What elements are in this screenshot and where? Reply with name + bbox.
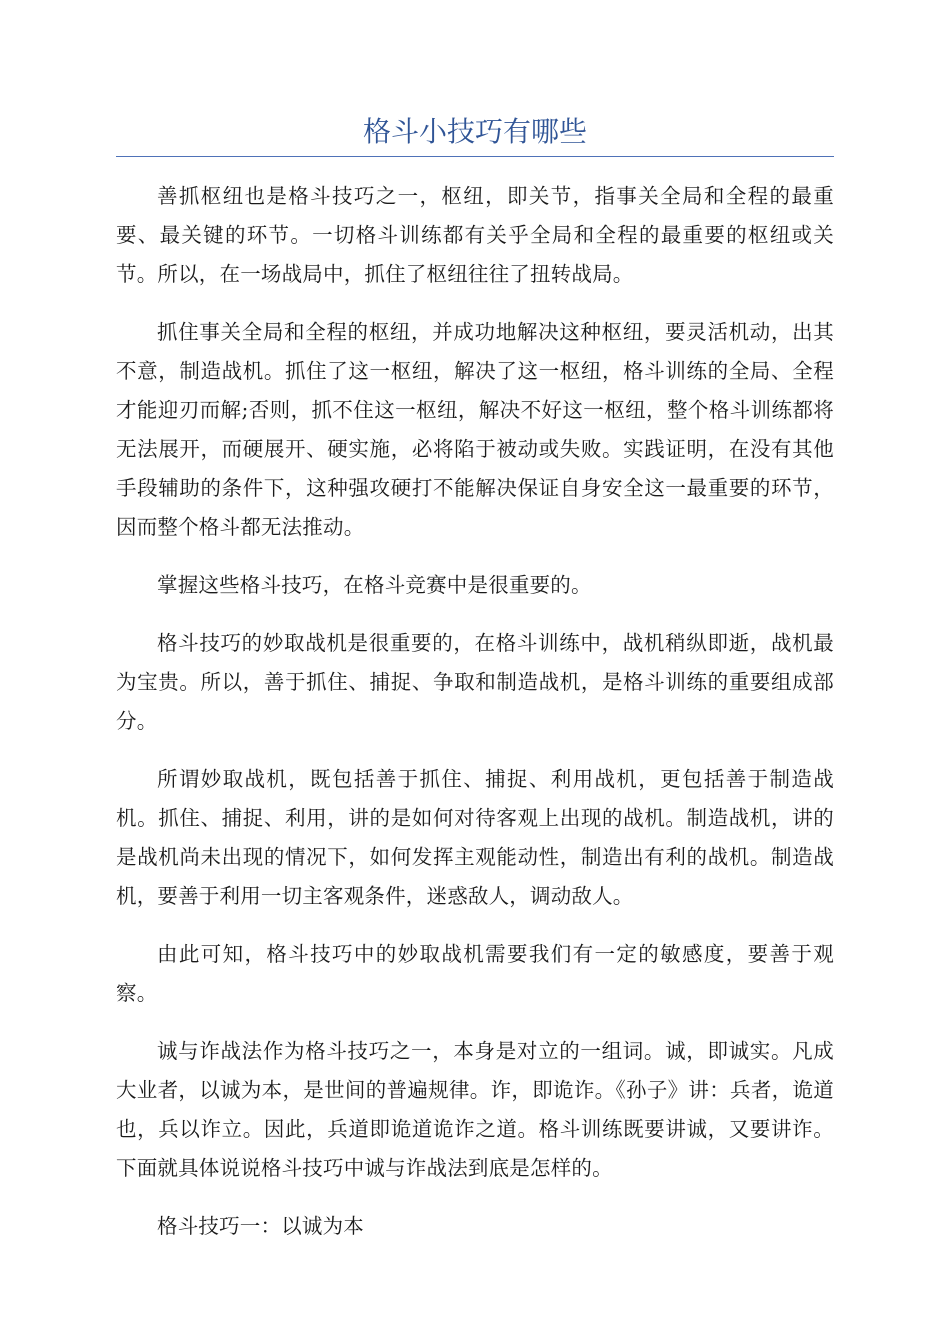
paragraph-5: 所谓妙取战机，既包括善于抓住、捕捉、利用战机，更包括善于制造战机。抓住、捕捉、利用，讲的是如何对待客观上出现的战机。制造战机，讲的是战机尚未出现的情况下，如何发挥主观能动性，制造出有利的战机。制造战机，要善于利用一切主客观条件，迷惑敌人，调动敌人。 <box>116 767 834 908</box>
document-page <box>116 112 834 1265</box>
paragraph-1: 善抓枢纽也是格斗技巧之一，枢纽，即关节，指事关全局和全程的最重要、最关键的环节。一切格斗训练都有关乎全局和全程的最重要的枢纽或关节。所以，在一场战局中，抓住了枢纽往往了扭转战局。 <box>116 184 834 286</box>
paragraph-4: 格斗技巧的妙取战机是很重要的，在格斗训练中，战机稍纵即逝，战机最为宝贵。所以，善于抓住、捕捉、争取和制造战机，是格斗训练的重要组成部分。 <box>116 631 834 733</box>
paragraph-2: 抓住事关全局和全程的枢纽，并成功地解决这种枢纽，要灵活机动，出其不意，制造战机。抓住了这一枢纽，解决了这一枢纽，格斗训练的全局、全程才能迎刃而解;否则，抓不住这一枢纽，解决不好这一枢纽，整个格斗训练都将无法展开，而硬展开、硬实施，必将陷于被动或失败。实践证明，在没有其他手段辅助的条件下，这种强攻硬打不能解决保证自身安全这一最重要的环节，因而整个格斗都无法推动。 <box>116 320 834 539</box>
paragraph-3: 掌握这些格斗技巧，在格斗竞赛中是很重要的。 <box>157 573 592 597</box>
paragraph-6: 由此可知，格斗技巧中的妙取战机需要我们有一定的敏感度，要善于观察。 <box>116 942 834 1005</box>
title-divider <box>116 156 834 157</box>
paragraph-7: 诚与诈战法作为格斗技巧之一，本身是对立的一组词。诚，即诚实。凡成大业者，以诚为本，是世间的普遍规律。诈，即诡诈。《孙子》讲：兵者，诡道也，兵以诈立。因此，兵道即诡道诡诈之道。格斗训练既要讲诚，又要讲诈。下面就具体说说格斗技巧中诚与诈战法到底是怎样的。 <box>116 1039 834 1180</box>
section-heading-technique-1: 格斗技巧一：以诚为本 <box>157 1214 364 1238</box>
page-title: 格斗小技巧有哪些 <box>362 115 587 148</box>
